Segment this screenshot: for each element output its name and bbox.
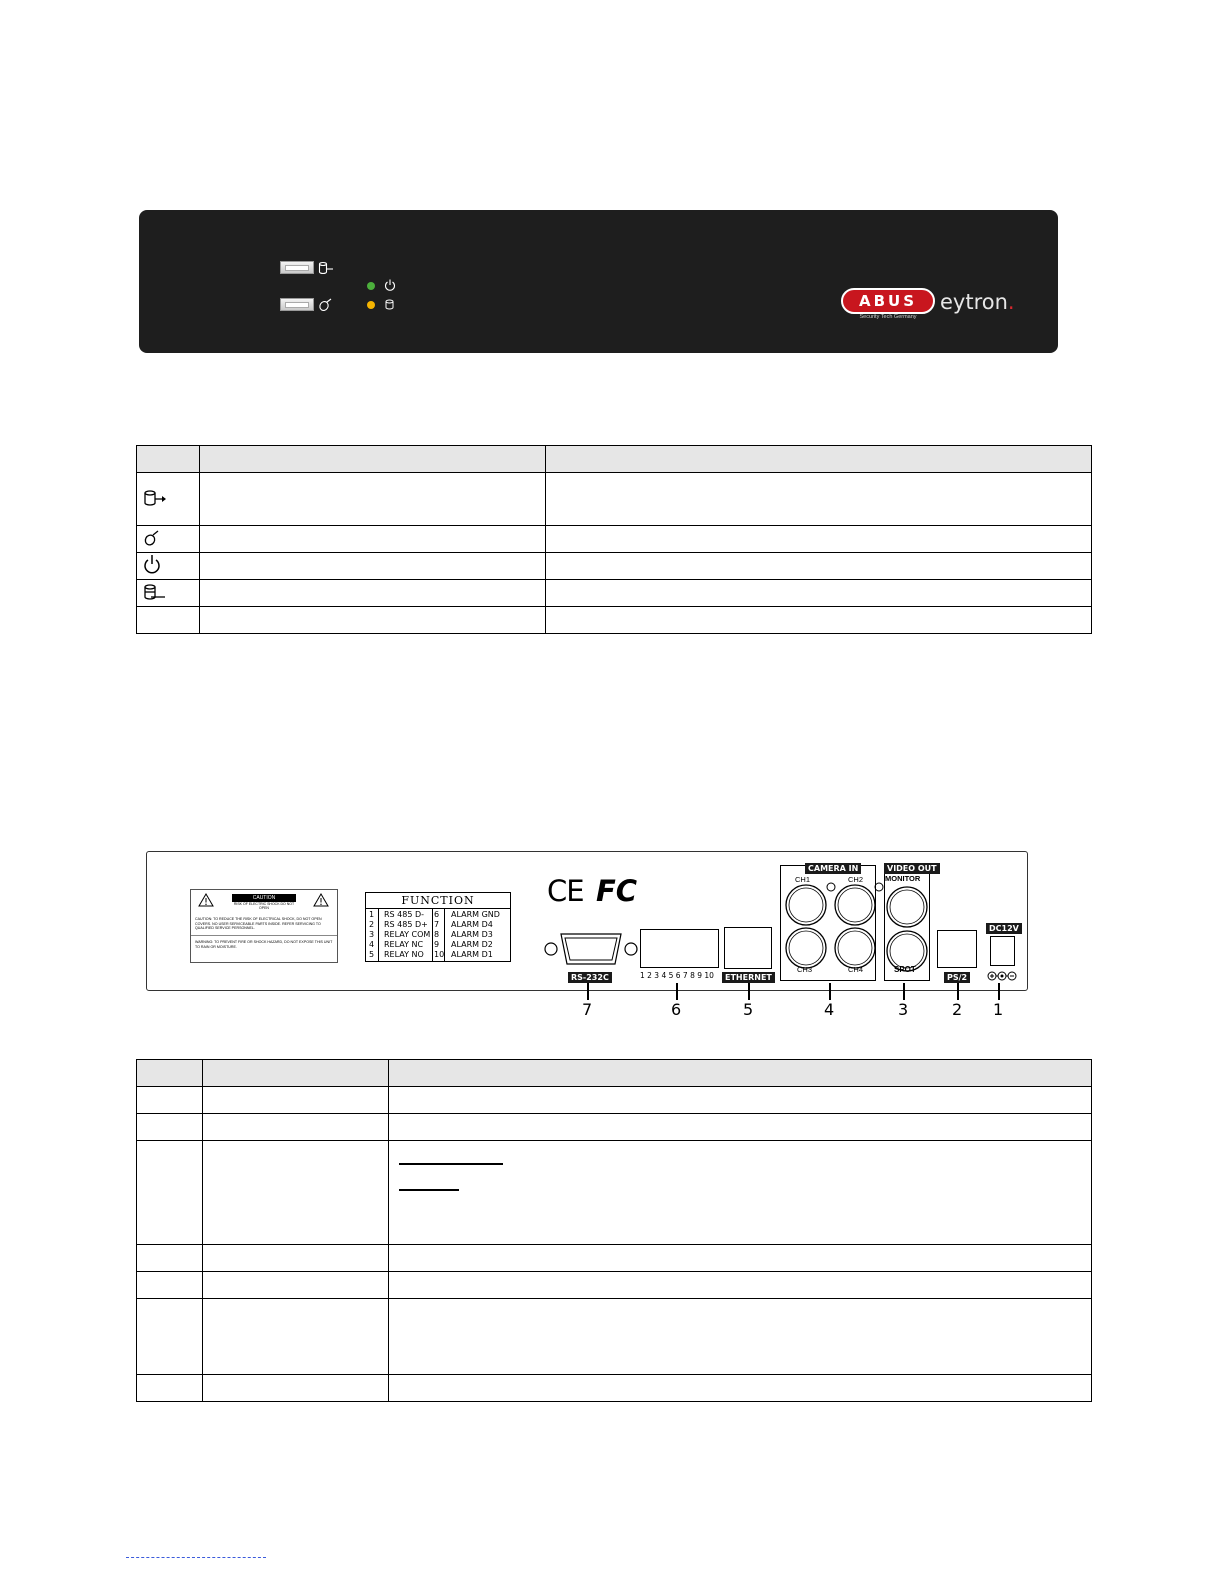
function-number: 5 <box>369 950 375 959</box>
table-cell <box>389 1114 1092 1141</box>
power-led <box>367 282 375 290</box>
underline-mark <box>399 1163 503 1165</box>
underline-mark <box>399 1189 459 1191</box>
function-signal: RELAY NC <box>384 940 424 949</box>
eytron-wordmark: eytron <box>940 290 1008 314</box>
table-cell-icon <box>137 553 200 580</box>
table-row <box>137 1375 1092 1402</box>
function-number: 1 <box>369 910 375 919</box>
table-row <box>137 1272 1092 1299</box>
callout-line-3 <box>903 983 905 1000</box>
table-cell <box>200 607 546 634</box>
bnc-connectors-camera <box>780 865 876 981</box>
function-divider <box>432 908 433 961</box>
table-cell-icon <box>137 580 200 607</box>
eytron-logo <box>940 290 1015 314</box>
hdd-icon <box>385 299 394 310</box>
table-cell <box>137 1299 203 1375</box>
table-cell <box>203 1245 389 1272</box>
table-cell <box>137 1141 203 1245</box>
table-cell <box>137 1272 203 1299</box>
dc12v-label: DC12V <box>986 923 1022 934</box>
usb-storage-icon <box>318 261 334 275</box>
callout-number-2: 2 <box>952 1000 963 1019</box>
table-cell <box>389 1245 1092 1272</box>
function-signal: ALARM D4 <box>451 920 493 929</box>
table-cell <box>137 1087 203 1114</box>
table-header-cell <box>137 446 200 473</box>
table-header-row <box>137 446 1092 473</box>
function-title: FUNCTION <box>366 893 510 909</box>
function-number: 8 <box>434 930 440 939</box>
hdd-icon <box>143 583 167 601</box>
ce-mark: CE <box>547 874 584 908</box>
ethernet-port <box>724 927 772 969</box>
table-cell <box>137 1245 203 1272</box>
table-row <box>137 1114 1092 1141</box>
ps2-label: PS/2 <box>944 972 970 983</box>
table-cell <box>200 473 546 526</box>
channel-label-ch2: CH2 <box>848 875 864 884</box>
hdd-led <box>367 301 375 309</box>
callout-line-5 <box>748 983 750 1000</box>
function-signal: ALARM GND <box>451 910 500 919</box>
caution-divider <box>191 935 337 936</box>
usb-port-front-bottom <box>280 298 314 311</box>
callout-number-6: 6 <box>671 1000 682 1019</box>
function-number: 3 <box>369 930 375 939</box>
table-header-row <box>137 1060 1092 1087</box>
table-cell-icon <box>137 473 200 526</box>
table-cell <box>389 1375 1092 1402</box>
function-number: 10 <box>434 950 445 959</box>
abus-logo: ABUS <box>841 288 935 314</box>
dc-polarity-icon <box>987 970 1017 982</box>
caution-label <box>190 889 338 963</box>
table-cell <box>200 526 546 553</box>
table-row <box>137 553 1092 580</box>
callout-line-1 <box>998 983 1000 1000</box>
callout-line-2 <box>957 983 959 1000</box>
power-icon <box>143 554 161 576</box>
table-cell <box>200 580 546 607</box>
table-cell <box>546 526 1092 553</box>
channel-label-ch1: CH1 <box>795 875 811 884</box>
table-row <box>137 473 1092 526</box>
terminal-block <box>640 929 719 968</box>
function-number: 9 <box>434 940 440 949</box>
power-icon <box>384 279 396 292</box>
table-cell <box>546 607 1092 634</box>
usb-storage-icon <box>143 489 167 507</box>
table-cell <box>203 1272 389 1299</box>
table-row <box>137 1141 1092 1245</box>
abus-tagline: Security Tech Germany <box>859 314 917 320</box>
footnote-separator <box>126 1557 266 1558</box>
rs232-connector <box>543 930 639 968</box>
function-divider <box>378 908 379 961</box>
table-cell <box>203 1141 389 1245</box>
table-header-cell <box>203 1060 389 1087</box>
caution-text: CAUTION: TO REDUCE THE RISK OF ELECTRICAL SHOCK, DO NOT OPEN COVERS. NO USER SERVICEABLE PARTS INSIDE. REFER SERVICING TO QUALIFIED SERVICE PERSONNEL. <box>195 917 322 930</box>
warning-triangle-icon <box>313 893 329 907</box>
table-header-cell <box>137 1060 203 1087</box>
table-row <box>137 1087 1092 1114</box>
rear-panel-table <box>136 1059 1092 1402</box>
function-number: 7 <box>434 920 440 929</box>
function-signal: ALARM D1 <box>451 950 493 959</box>
rear-panel-illustration <box>146 851 1028 991</box>
callout-number-5: 5 <box>743 1000 754 1019</box>
table-cell <box>546 553 1092 580</box>
function-signal: RELAY COM <box>384 930 431 939</box>
fcc-mark: FC <box>596 874 638 908</box>
eytron-dot: . <box>1007 290 1015 314</box>
mouse-icon <box>143 530 159 546</box>
monitor-label: MONITOR <box>885 874 921 883</box>
function-signal: RS 485 D- <box>384 910 425 919</box>
table-cell <box>203 1114 389 1141</box>
mouse-icon <box>318 298 332 312</box>
callout-line-4 <box>829 983 831 1000</box>
table-header-cell <box>200 446 546 473</box>
front-panel-table <box>136 445 1092 634</box>
table-row <box>137 526 1092 553</box>
table-cell <box>203 1375 389 1402</box>
channel-label-ch3: CH3 <box>797 965 813 974</box>
function-number: 2 <box>369 920 375 929</box>
table-header-cell <box>546 446 1092 473</box>
ethernet-label: ETHERNET <box>722 972 775 983</box>
function-signal: RELAY NO <box>384 950 424 959</box>
function-signal: ALARM D2 <box>451 940 493 949</box>
table-cell <box>389 1272 1092 1299</box>
table-cell <box>546 473 1092 526</box>
table-cell <box>389 1299 1092 1375</box>
function-number: 6 <box>434 910 440 919</box>
usb-port-front-top <box>280 261 314 274</box>
table-cell <box>389 1087 1092 1114</box>
table-cell <box>389 1141 1092 1245</box>
video-out-label: VIDEO OUT <box>884 863 940 874</box>
function-number: 4 <box>369 940 375 949</box>
dc-power-jack <box>990 936 1015 966</box>
warning-text: WARNING: TO PREVENT FIRE OR SHOCK HAZARD, DO NOT EXPOSE THIS UNIT TO RAIN OR MOISTURE. <box>195 940 333 949</box>
callout-number-1: 1 <box>993 1000 1004 1019</box>
terminal-numbers: 1 2 3 4 5 6 7 8 9 10 <box>640 971 714 980</box>
table-cell <box>546 580 1092 607</box>
table-row <box>137 607 1092 634</box>
bnc-connectors-video-out <box>869 865 939 981</box>
callout-line-7 <box>587 983 589 1000</box>
table-header-cell <box>389 1060 1092 1087</box>
function-signal: ALARM D3 <box>451 930 493 939</box>
caution-title: CAUTION <box>232 894 296 902</box>
table-cell <box>137 607 200 634</box>
camera-in-label: CAMERA IN <box>805 863 861 874</box>
callout-number-3: 3 <box>898 1000 909 1019</box>
warning-triangle-icon <box>198 893 214 907</box>
front-panel-illustration <box>139 210 1058 353</box>
callout-number-4: 4 <box>824 1000 835 1019</box>
table-cell-icon <box>137 526 200 553</box>
table-cell <box>137 1375 203 1402</box>
callout-line-6 <box>676 983 678 1000</box>
table-cell <box>200 553 546 580</box>
table-cell <box>203 1087 389 1114</box>
caution-subtitle: RISK OF ELECTRIC SHOCK DO NOT OPEN <box>233 902 295 910</box>
ps2-port <box>937 930 977 968</box>
table-row <box>137 1299 1092 1375</box>
function-signal: RS 485 D+ <box>384 920 428 929</box>
table-cell <box>137 1114 203 1141</box>
rs232-label: RS-232C <box>568 972 612 983</box>
channel-label-ch4: CH4 <box>848 965 864 974</box>
table-cell <box>203 1299 389 1375</box>
callout-number-7: 7 <box>582 1000 593 1019</box>
table-row <box>137 1245 1092 1272</box>
function-label <box>365 892 511 962</box>
table-row <box>137 580 1092 607</box>
spot-label: SPOT <box>894 965 916 974</box>
